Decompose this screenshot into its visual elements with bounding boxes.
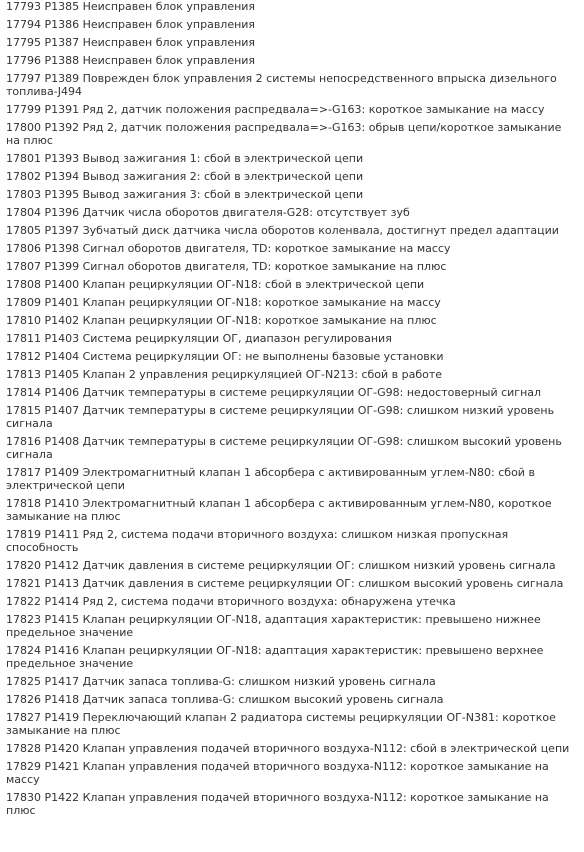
- fault-code-list: [6, 0, 578, 817]
- list-item: 17796 P1388 Неисправен блок управления: [6, 54, 256, 67]
- list-item: 17826 P1418 Датчик запаса топлива-G: слишком высокий уровень сигнала: [6, 693, 444, 706]
- list-item: 17793 P1385 Неисправен блок управления: [6, 0, 256, 13]
- list-item: 17825 P1417 Датчик запаса топлива-G: слишком низкий уровень сигнала: [6, 675, 436, 688]
- list-item: 17806 P1398 Сигнал оборотов двигателя, TD: короткое замыкание на массу: [6, 242, 451, 255]
- list-item: 17828 P1420 Клапан управления подачей вторичного воздуха-N112: сбой в электрической цепи: [6, 742, 570, 755]
- list-item: 17822 P1414 Ряд 2, система подачи вторичного воздуха: обнаружена утечка: [6, 595, 456, 608]
- list-item: 17823 P1415 Клапан рециркуляции ОГ-N18, адаптация характеристик: превышено нижнее предельное значение: [6, 613, 541, 639]
- list-item: 17808 P1400 Клапан рециркуляции ОГ-N18: сбой в электрической цепи: [6, 278, 425, 291]
- list-item: 17804 P1396 Датчик числа оборотов двигателя-G28: отсутствует зуб: [6, 206, 410, 219]
- list-item: 17803 P1395 Вывод зажигания 3: сбой в электрической цепи: [6, 188, 364, 201]
- list-item: 17807 P1399 Сигнал оборотов двигателя, TD: короткое замыкание на плюс: [6, 260, 447, 273]
- list-item: 17829 P1421 Клапан управления подачей вторичного воздуха-N112: короткое замыкание на массу: [6, 760, 549, 786]
- list-item: 17802 P1394 Вывод зажигания 2: сбой в электрической цепи: [6, 170, 364, 183]
- list-item: 17816 P1408 Датчик температуры в системе рециркуляции ОГ-G98: слишком высокий уровень сигнала: [6, 435, 562, 461]
- list-item: 17827 P1419 Переключающий клапан 2 радиатора системы рециркуляции ОГ-N381: короткое замыкание на плюс: [6, 711, 556, 737]
- list-item: 17800 P1392 Ряд 2, датчик положения распредвала=>-G163: обрыв цепи/короткое замыкание на плюс: [6, 121, 562, 147]
- list-item: 17824 P1416 Клапан рециркуляции ОГ-N18: адаптация характеристик: превышено верхнее предельное значение: [6, 644, 544, 670]
- list-item: 17819 P1411 Ряд 2, система подачи вторичного воздуха: слишком низкая пропускная способность: [6, 528, 509, 554]
- list-item: 17794 P1386 Неисправен блок управления: [6, 18, 256, 31]
- list-item: 17812 P1404 Система рециркуляции ОГ: не выполнены базовые установки: [6, 350, 444, 363]
- list-item: 17809 P1401 Клапан рециркуляции ОГ-N18: короткое замыкание на массу: [6, 296, 441, 309]
- list-item: 17810 P1402 Клапан рециркуляции ОГ-N18: короткое замыкание на плюс: [6, 314, 437, 327]
- list-item: 17797 P1389 Поврежден блок управления 2 системы непосредственного впрыска дизельного топлива-J494: [6, 72, 557, 98]
- list-item: 17820 P1412 Датчик давления в системе рециркуляции ОГ: слишком низкий уровень сигнала: [6, 559, 556, 572]
- list-item: 17817 P1409 Электромагнитный клапан 1 абсорбера с активированным углем-N80: сбой в электрической цепи: [6, 466, 535, 492]
- list-item: 17813 P1405 Клапан 2 управления рециркуляцией ОГ-N213: сбой в работе: [6, 368, 443, 381]
- list-item: 17799 P1391 Ряд 2, датчик положения распредвала=>-G163: короткое замыкание на массу: [6, 103, 545, 116]
- list-item: 17818 P1410 Электромагнитный клапан 1 абсорбера с активированным углем-N80, короткое замыкание на плюс: [6, 497, 552, 523]
- list-item: 17814 P1406 Датчик температуры в системе рециркуляции ОГ-G98: недостоверный сигнал: [6, 386, 542, 399]
- list-item: 17801 P1393 Вывод зажигания 1: сбой в электрической цепи: [6, 152, 364, 165]
- list-item: 17821 P1413 Датчик давления в системе рециркуляции ОГ: слишком высокий уровень сигнала: [6, 577, 564, 590]
- list-item: 17815 P1407 Датчик температуры в системе рециркуляции ОГ-G98: слишком низкий уровень сигнала: [6, 404, 555, 430]
- list-item: 17830 P1422 Клапан управления подачей вторичного воздуха-N112: короткое замыкание на плюс: [6, 791, 549, 817]
- list-item: 17811 P1403 Система рециркуляции ОГ, диапазон регулирования: [6, 332, 392, 345]
- list-item: 17805 P1397 Зубчатый диск датчика числа оборотов коленвала, достигнут предел адаптации: [6, 224, 559, 237]
- list-item: 17795 P1387 Неисправен блок управления: [6, 36, 256, 49]
